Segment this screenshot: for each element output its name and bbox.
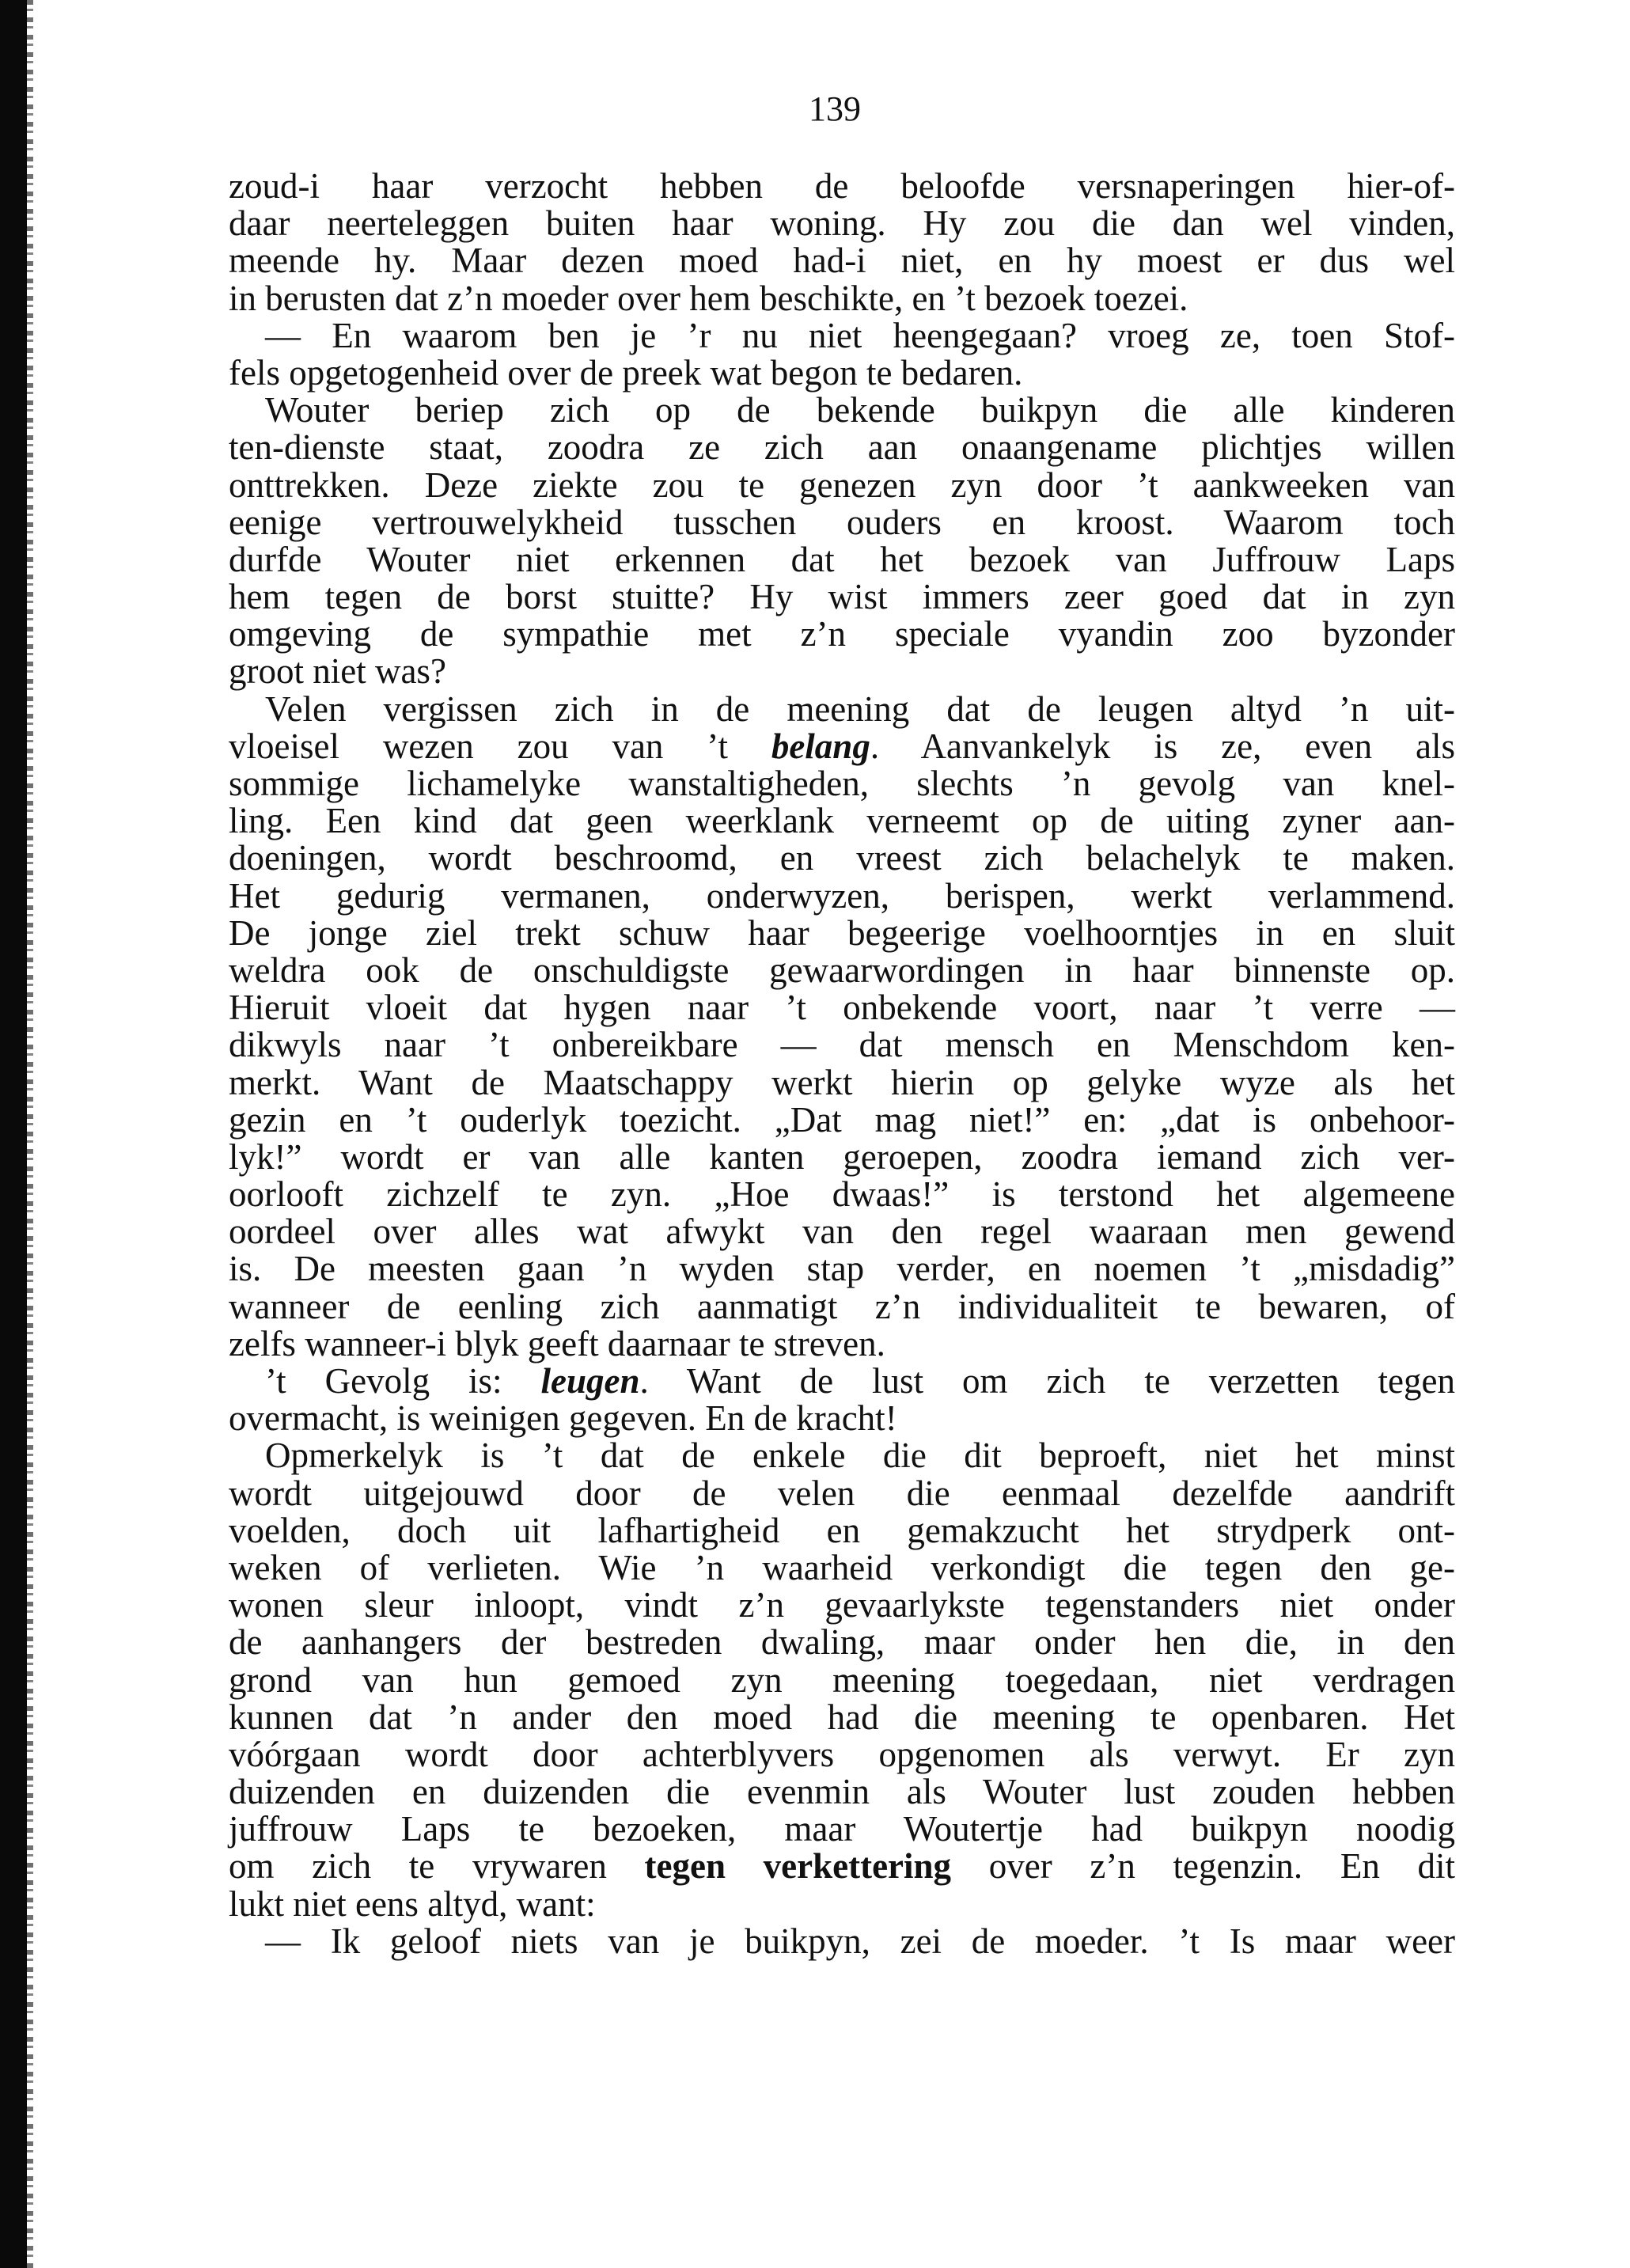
text-segment: Hieruit vloeit dat hygen naar ’t onbekende voort, naar ’t verre — [229,988,1455,1028]
italic-emphasis: leugen [540,1361,640,1401]
text-line [229,1437,1455,1474]
text-segment: wonen sleur inloopt, vindt z’n gevaarlykste tegenstanders niet onder [229,1585,1455,1625]
text-segment: fels opgetogenheid over de preek wat begon te bedaren. [229,352,1023,393]
text-segment: omgeving de sympathie met z’n speciale vyandin zoo byzonder [229,614,1455,654]
text-line [229,840,1455,877]
text-line [229,1883,1455,1924]
text-segment: duizenden en duizenden die evenmin als Wouter lust zouden hebben [229,1772,1455,1812]
text-segment: Wouter beriep zich op de bekende buikpyn die alle kinderen [265,390,1455,430]
text-segment: oorlooft zichzelf te zyn. „Hoe dwaas!” is terstond het algemeene [229,1174,1455,1215]
text-segment: over z’n tegenzin. En dit [951,1846,1455,1887]
text-line [229,952,1455,989]
text-segment: — En waarom ben je ’r nu niet heengegaan? vroeg ze, toen Stof- [265,315,1455,355]
text-line [229,1549,1455,1587]
text-segment: Velen vergissen zich in de meening dat de leugen altyd ’n uit- [265,688,1455,729]
text-line [229,1099,1455,1140]
text-segment: vloeisel wezen zou van ’t [229,726,771,766]
text-segment: Opmerkelyk is ’t dat de enkele die dit beproeft, niet het minst [265,1436,1455,1476]
text-line [229,429,1455,466]
text-segment: merkt. Want de Maatschappy werkt hierin op gelyke wyze als het [229,1062,1455,1102]
text-line [229,1323,1455,1363]
text-segment: vóórgaan wordt door achterblyvers opgenomen als verwyt. Er zyn [229,1734,1455,1774]
text-line [229,1026,1455,1064]
text-segment: sommige lichamelyke wanstaltigheden, slechts ’n gevolg van knel- [229,764,1455,803]
text-line [229,168,1455,205]
text-segment: ling. Een kind dat geen weerklank verneemt op de uiting zyner aan- [229,801,1455,841]
text-segment: zelfs wanneer-i blyk geeft daarnaar te streven. [229,1323,885,1363]
text-line [229,317,1455,355]
bold-emphasis: tegen verkettering [644,1846,952,1887]
text-line [229,802,1455,840]
text-line [229,1213,1455,1250]
text-line [229,1176,1455,1213]
text-segment: wanneer de eenling zich aanmatigt z’n individualiteit te bewaren, of [229,1286,1455,1326]
text-line [229,504,1455,541]
text-line [229,1699,1455,1736]
text-line [229,653,1455,690]
text-line [229,1923,1455,1960]
text-segment: oordeel over alles wat afwykt van den regel waaraan men gewend [229,1212,1455,1252]
text-segment: kunnen dat ’n ander den moed had die meening te openbaren. Het [229,1697,1455,1737]
text-segment: wordt uitgejouwd door de velen die eenmaal dezelfde aandrift [229,1473,1455,1513]
text-line [229,1736,1455,1773]
text-segment: weldra ook de onschuldigste gewaarwordingen in haar binnenste op. [229,950,1455,990]
text-line [229,1288,1455,1326]
text-segment: groot niet was? [229,651,446,692]
text-line [229,578,1455,616]
text-segment: lukt niet eens altyd, want: [229,1883,596,1924]
text-line [229,205,1455,242]
text-segment: de aanhangers der bestreden dwaling, maar onder hen die, in den [229,1622,1455,1663]
text-segment: gezin en ’t ouderlyk toezicht. „Dat mag niet!” en: „dat is onbehoor- [229,1099,1455,1140]
text-line [229,1400,1455,1437]
text-line [229,1250,1455,1288]
text-line [229,1136,1455,1177]
page-number: 139 [809,89,861,128]
text-line [229,280,1455,317]
text-line [229,1512,1455,1549]
text-segment: onttrekken. Deze ziekte zou te genezen zyn door ’t aankweeken van [229,465,1455,505]
text-segment: meende hy. Maar dezen moed had-i niet, en hy moest er dus wel [229,241,1455,281]
text-line [229,242,1455,279]
text-line [229,688,1455,729]
text-segment: ’t Gevolg is: [265,1361,541,1401]
text-segment: dikwyls naar ’t onbereikbare — dat mensch en Menschdom ken- [229,1025,1455,1065]
text-segment: juffrouw Laps te bezoeken, maar Woutertje had buikpyn noodig [229,1809,1455,1849]
text-line [229,1773,1455,1811]
text-segment: . Aanvankelyk is ze, even als [870,726,1455,766]
text-segment: Het gedurig vermanen, onderwyzen, berispen, werkt verlammend. [229,875,1455,916]
text-segment: lyk!” wordt er van alle kanten geroepen, zoodra iemand zich ver- [229,1136,1455,1177]
text-segment: doeningen, wordt beschroomd, en vreest zich belachelyk te maken. [229,838,1455,878]
text-line [229,875,1455,916]
text-segment: overmacht, is weinigen gegeven. En de kracht! [229,1398,897,1439]
text-segment: durfde Wouter niet erkennen dat het bezoek van Juffrouw Laps [229,539,1455,579]
text-line [229,1659,1455,1700]
body-text [229,168,1455,1960]
book-binding-edge [0,0,27,2268]
text-segment: is. De meesten gaan ’n wyden stap verder, en noemen ’t „misdadig” [229,1249,1455,1289]
text-line [229,467,1455,504]
text-line [229,1587,1455,1624]
text-line [229,616,1455,653]
text-segment: De jonge ziel trekt schuw haar begeerige voelhoorntjes in en sluit [229,912,1455,953]
text-line [229,1624,1455,1661]
text-segment: voelden, doch uit lafhartigheid en gemakzucht het strydperk ont- [229,1510,1455,1550]
text-segment: om zich te vrywaren [229,1846,645,1887]
text-line [229,352,1455,393]
text-segment: grond van hun gemoed zyn meening toegedaan, niet verdragen [229,1659,1455,1700]
text-segment: hem tegen de borst stuitte? Hy wist immers zeer goed dat in zyn [229,577,1455,617]
text-line [229,912,1455,953]
text-line [229,1363,1455,1400]
text-segment: zoud-i haar verzocht hebben de beloofde versnaperingen hier-of- [229,166,1455,206]
text-segment: ten-dienste staat, zoodra ze zich aan onaangename plichtjes willen [229,427,1455,468]
text-line [229,1848,1455,1885]
text-line [229,1811,1455,1848]
text-segment: daar neerteleggen buiten haar woning. Hy zou die dan wel vinden, [229,203,1455,244]
text-segment: in berusten dat z’n moeder over hem beschikte, en ’t bezoek toezei. [229,278,1188,318]
text-line [229,541,1455,578]
text-line [229,765,1455,802]
text-line [229,728,1455,765]
text-segment: weken of verlieten. Wie ’n waarheid verkondigt die tegen den ge- [229,1547,1455,1587]
text-segment: eenige vertrouwelykheid tusschen ouders en kroost. Waarom toch [229,502,1455,542]
italic-emphasis: belang [771,726,870,766]
text-line [229,1475,1455,1512]
text-line [229,1064,1455,1102]
text-line [229,392,1455,429]
text-line [229,989,1455,1026]
text-segment: . Want de lust om zich te verzetten tegen [639,1361,1456,1401]
text-segment: — Ik geloof niets van je buikpyn, zei de moeder. ’t Is maar weer [265,1921,1455,1961]
